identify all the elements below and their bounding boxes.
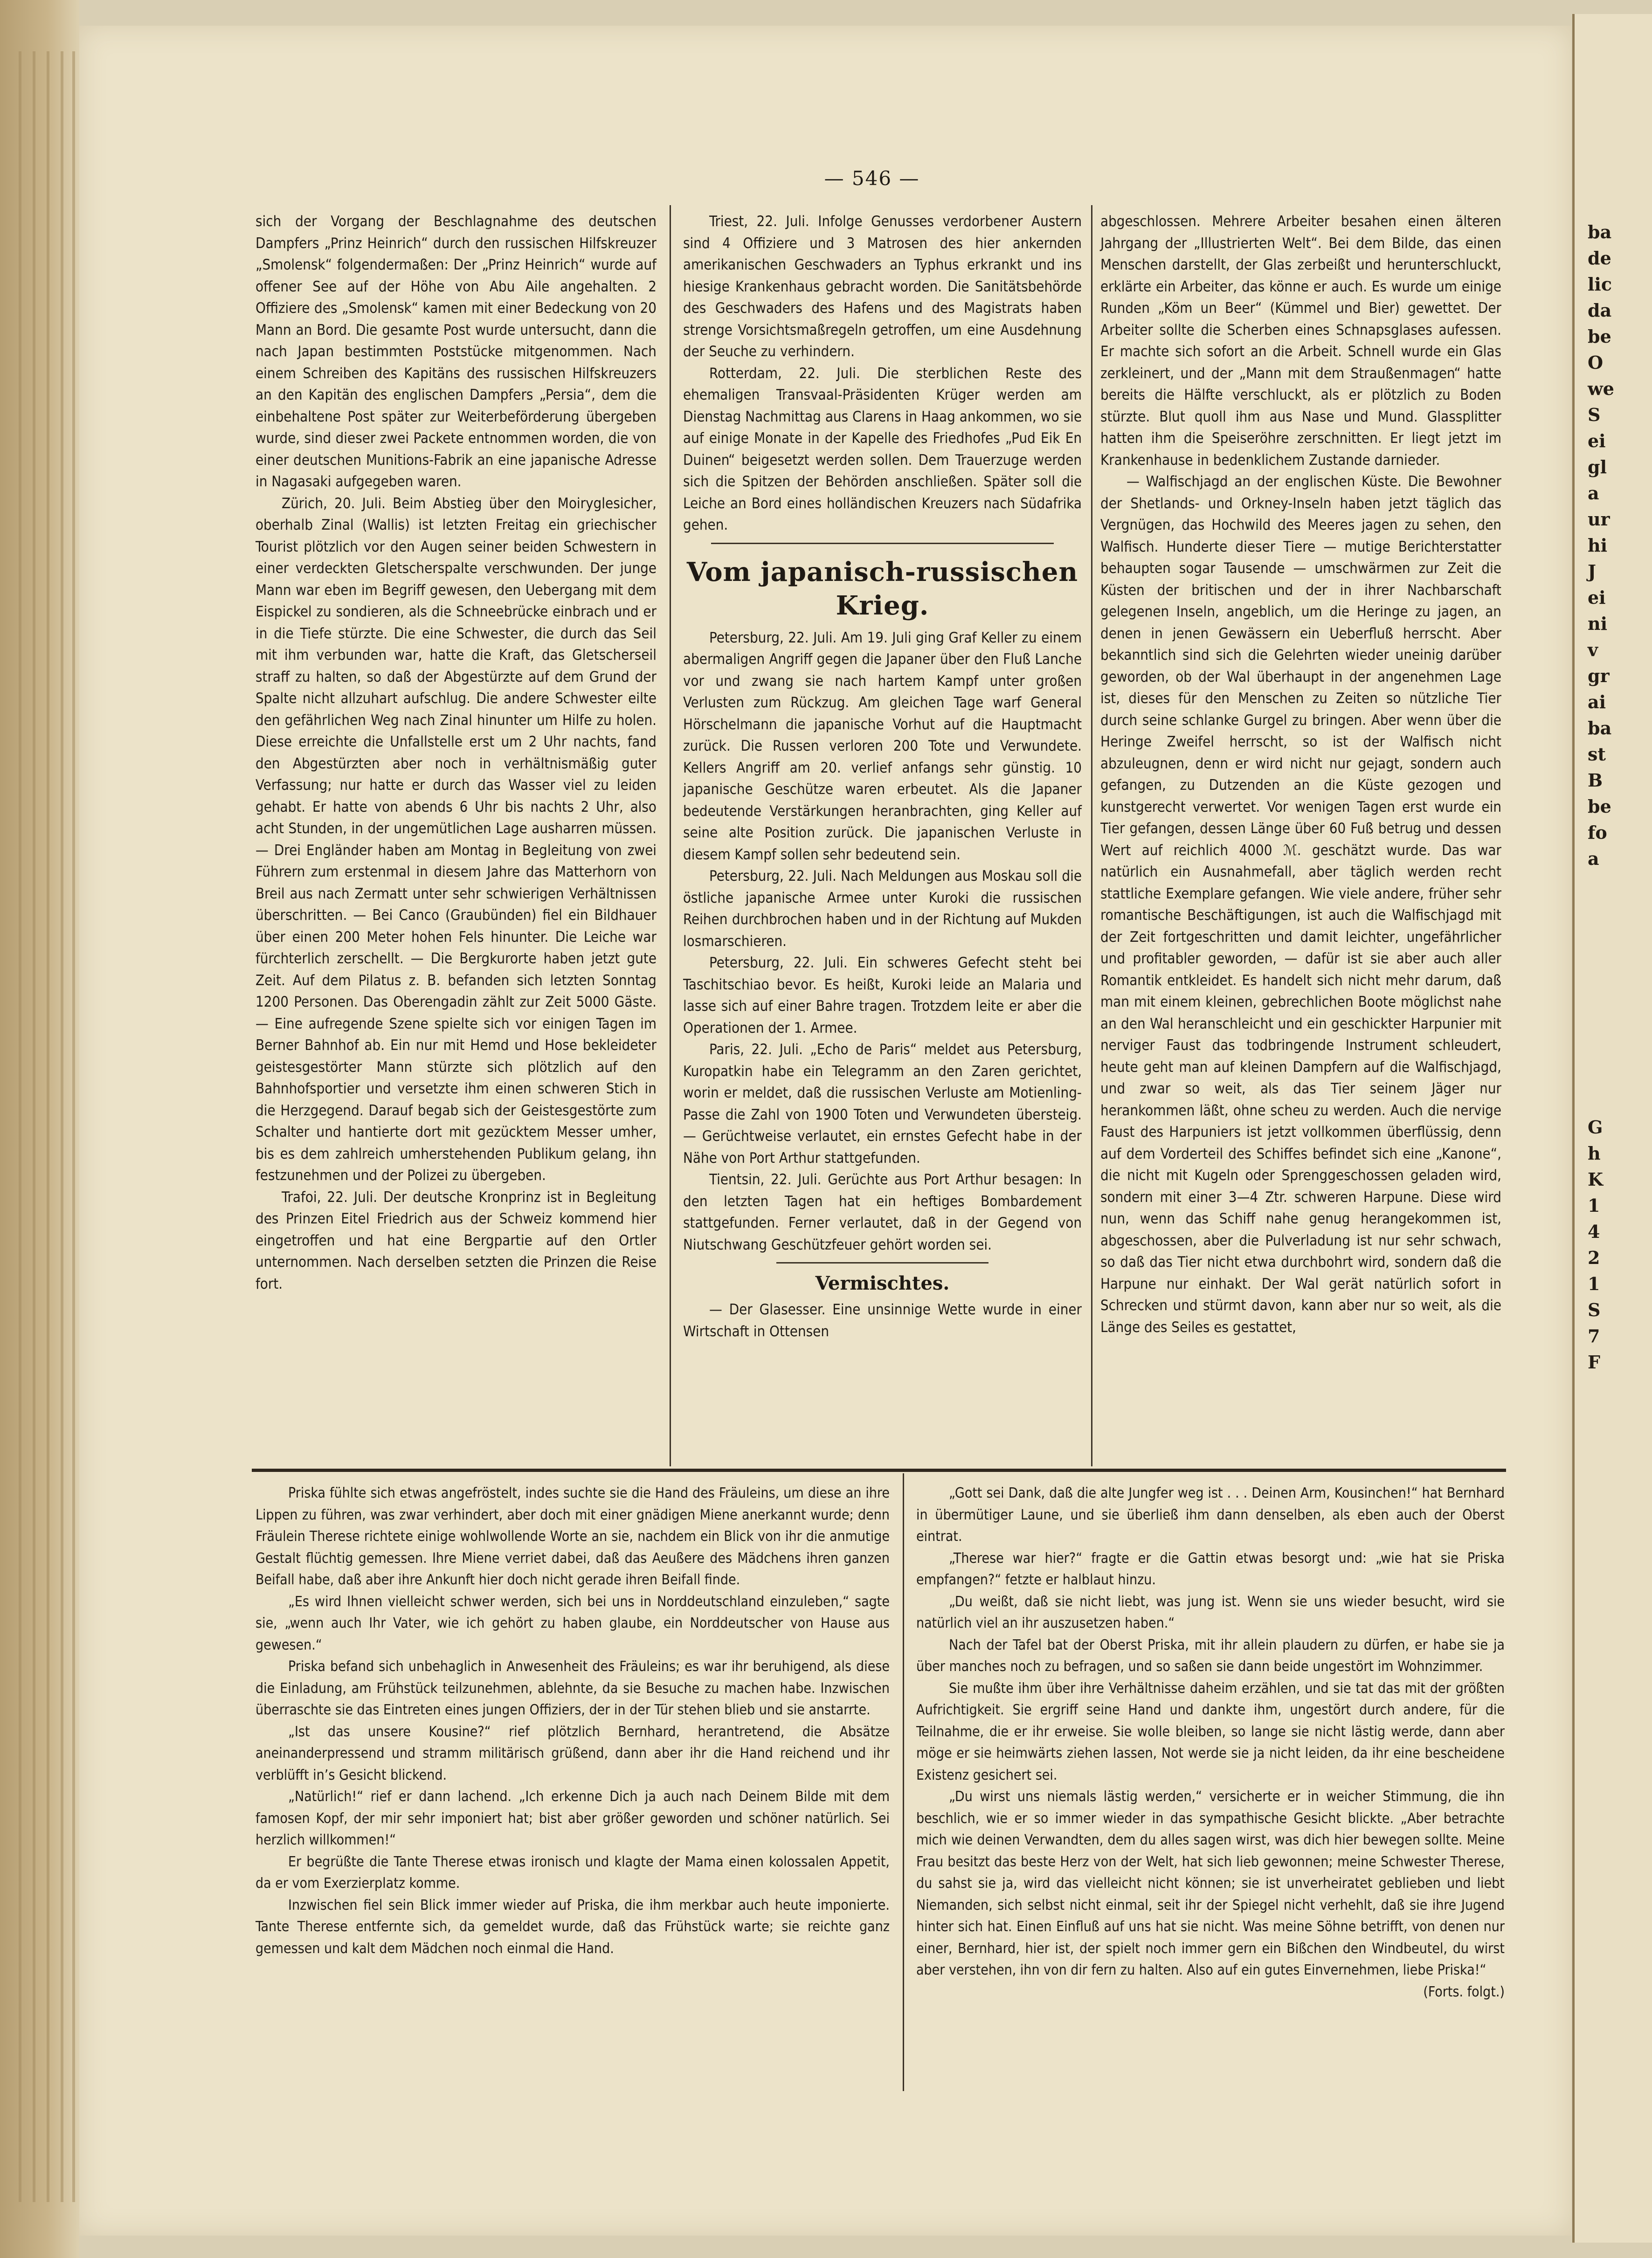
adjacent-page-text-fragment: h xyxy=(1588,1143,1601,1164)
adjacent-page-fragment xyxy=(1572,14,1652,2243)
adjacent-page-text-fragment: F xyxy=(1588,1352,1600,1373)
adjacent-page-text-fragment: G xyxy=(1588,1117,1603,1138)
adjacent-page-text-fragment: K xyxy=(1588,1169,1604,1190)
article-tientsin: Tientsin, 22. Juli. Gerüchte aus Port Arthur besagen: In den letzten Tagen hat ein heftiges Bombardement stattgefunden. Ferner verlautet, daß in der Gegend von Niutschwang Geschützfeuer gehört worden sei. xyxy=(683,1171,1082,1253)
adjacent-page-text-fragment: be xyxy=(1588,796,1611,817)
adjacent-page-text-fragment: ba xyxy=(1588,221,1612,242)
war-section-heading: Vom japanisch-russischen Krieg. xyxy=(686,556,1078,621)
adjacent-page-text-fragment: B xyxy=(1588,770,1603,791)
feuilleton-paragraph: Inzwischen fiel sein Blick immer wieder auf Priska, die ihm merkbar auch heute imponierte. Tante Therese entfernte sich, da gemeldet wurde, daß das Frühstück warte; sie reichte ganz gemessen und kalt dem Mädchen noch einmal die Hand. xyxy=(256,1897,890,1957)
adjacent-page-text-fragment: ei xyxy=(1588,430,1606,451)
feuilleton-column-rule xyxy=(903,1473,904,2091)
feuilleton-paragraph: „Natürlich!“ rief er dann lachend. „Ich erkenne Dich ja auch nach Deinem Bilde mit dem famosen Kopf, der mir sehr imponiert hat; bist aber größer geworden und schöner natürlich. Sei herzlich willkommen!“ xyxy=(256,1788,890,1848)
feuilleton-paragraph: Nach der Tafel bat der Oberst Priska, mit ihr allein plaudern zu dürfen, er habe sie ja über manches noch zu befragen, und so saßen sie dann beide ungestört im Wohnzimmer. xyxy=(916,1637,1505,1675)
article-trafoi: Trafoi, 22. Juli. Der deutsche Kronprinz ist in Begleitung des Prinzen Eitel Friedrich aus der Schweiz kommend hier eingetroffen und hat eine Bergpartie auf den Ortler unternommen. Nach derselben setzten die Prinzen die Reise fort. xyxy=(256,1188,657,1292)
feuilleton-paragraph: „Du wirst uns niemals lästig werden,“ versicherte er in weicher Stimmung, die ihn beschlich, wie er so immer wieder in das sympathische Gesicht blickte. „Aber betrachte mich wie deinen Verwandten, dem du alles sagen wirst, was dich hier bewegen sollte. Meine Frau besitzt das beste Herz von der Welt, hat sich lieb gewonnen; meine Schwester Therese, du sahst sie ja, wird das vielleicht nicht können; sie ist unverheiratet geblieben und liebt Niemanden, sich selbst nicht einmal, seit ihr der Spiegel nicht verhehlt, daß sie ihre Jugend hinter sich hat. Einen Einfluß auf uns hat sie nicht. Was meine Söhne betrifft, von denen nur einer, Bernhard, hier ist, der spielt noch immer gern ein Bißchen den Windbeutel, du wirst aber verstehen, ihn von dir fern zu halten. Also auf ein gutes Einvernehmen, liebe Priska!“ xyxy=(916,1788,1505,1978)
adjacent-page-text-fragment: S xyxy=(1588,1299,1601,1320)
adjacent-page-text-fragment: ai xyxy=(1588,691,1606,712)
article-triest: Triest, 22. Juli. Infolge Genusses verdorbener Austern sind 4 Offiziere und 3 Matrosen des hier ankernden amerikanischen Geschwaders an Typhus erkrankt und ins hiesige Krankenhaus gebracht worden. Die Sanitätsbehörde des Geschwaders des Hafens und des Magistrats haben strenge Vorsichtsmaßregeln getroffen, um eine Ausdehnung der Seuche zu verhindern. xyxy=(683,213,1082,360)
article-glasesser-cont: abgeschlossen. Mehrere Arbeiter besahen einen älteren Jahrgang der „Illustrierten Welt“. Bei dem Bilde, das einen Menschen darstellt, der Glas zerbeißt und herunterschluckt, erklärte ein Arbeiter, das könne er auch. Es wurde um einige Runden „Köm un Beer“ (Kümmel und Bier) gewettet. Der Arbeiter sollte die Scherben eines Schnapsglases aufessen. Er machte sich sofort an die Arbeit. Schnell wurde ein Glas zerkleinert, und der „Mann mit dem Straußenmagen“ hatte bereits die Hälfte verschluckt, als er plötzlich zu Boden stürzte. Blut quoll ihm aus Nase und Mund. Glassplitter hatten ihm die Speiseröhre zerschnitten. Er liegt jetzt im Krankenhause in bedenklichem Zustande darnieder. xyxy=(1100,213,1501,469)
adjacent-page-text-fragment: ur xyxy=(1588,509,1610,530)
feuilleton-paragraph: Priska fühlte sich etwas angefröstelt, indes suchte sie die Hand des Fräuleins, um diese an ihre Lippen zu führen, was zwar verhindert, aber doch mit einer gnädigen Miene anerkannt wurde; denn Fräulein Therese richtete einige wohlwollende Worte an sie, nachdem ein Blick von ihr die anmutige Gestalt flüchtig gemessen. Ihre Miene verriet dabei, daß das Aeußere des Mädchens ihren ganzen Beifall habe, daß aber ihre Ankunft hier doch nicht gerade ihren Beifall finde. xyxy=(256,1485,890,1588)
article-petersburg-3: Petersburg, 22. Juli. Ein schweres Gefecht steht bei Taschitschiao bevor. Es heißt, Kuroki leide an Malaria und lasse sich auf einer Bahre tragen. Trotzdem leite er aber die Operationen der 1. Armee. xyxy=(683,954,1082,1036)
column-rule-2 xyxy=(1091,205,1092,1466)
column-3 xyxy=(1100,211,1501,1338)
adjacent-page-text-fragment: O xyxy=(1588,352,1604,373)
adjacent-page-text-fragment: da xyxy=(1588,300,1612,321)
adjacent-page-text-fragment: ba xyxy=(1588,718,1612,739)
adjacent-page-text-fragment: lic xyxy=(1588,274,1612,295)
column-rule-1 xyxy=(670,205,671,1466)
feuilleton-paragraph: „Du weißt, daß sie nicht liebt, was jung ist. Wenn sie uns wieder besucht, wird sie natürlich viel an ihr auszusetzen haben.“ xyxy=(916,1593,1505,1631)
continuation-note: (Forts. folgt.) xyxy=(1423,1983,1505,2000)
feuilleton-right xyxy=(916,1483,1505,2003)
feuilleton-separator xyxy=(252,1469,1506,1472)
adjacent-page-text-fragment: de xyxy=(1588,248,1611,269)
adjacent-page-text-fragment: fo xyxy=(1588,822,1607,843)
adjacent-page-text-fragment: a xyxy=(1588,483,1599,504)
article-petersburg-1: Petersburg, 22. Juli. Am 19. Juli ging Graf Keller zu einem abermaligen Angriff gegen die Japaner über den Fluß Lanche vor und zwang sie nach hartem Kampf unter großen Verlusten zum Rückzug. Am gleichen Tage warf General Hörschelmann die japanische Vorhut auf die Hauptmacht zurück. Die Russen verloren 200 Tote und Verwundete. Kellers Angriff am 20. verlief anfangs sehr günstig. 10 japanische Geschütze waren erbeutet. Als die Japaner bedeutende Verstärkungen heranbrachten, ging Keller auf seine alte Position zurück. Die japanischen Verluste in diesem Kampf sollen sehr bedeutend sein. xyxy=(683,629,1082,863)
feuilleton-paragraph: Er begrüßte die Tante Therese etwas ironisch und klagte der Mama einen kolossalen Appetit, da er vom Exerzierplatz komme. xyxy=(256,1853,890,1892)
adjacent-page-text-fragment: 7 xyxy=(1588,1326,1600,1347)
adjacent-page-text-fragment: ni xyxy=(1588,613,1608,634)
feuilleton-left xyxy=(256,1483,890,1960)
article-zuerich: Zürich, 20. Juli. Beim Abstieg über den Moiryglesicher, oberhalb Zinal (Wallis) ist letzten Freitag ein griechischer Tourist plötzlich vor den Augen seiner beiden Schwestern in einer verdeckten Gletscherspalte verschwunden. Der junge Mann war eben im Begriff gewesen, den Uebergang mit dem Eispickel zu sondieren, als die Schneebrücke einbrach und er in die Tiefe stürzte. Die eine Schwester, die durch das Seil mit ihm verbunden war, hatte die Kraft, das Gletscherseil straff zu halten, so daß der Abgestürzte auf dem Grund der Spalte nicht allzuhart aufschlug. Die andere Schwester eilte den gefährlichen Weg nach Zinal hinunter um Hilfe zu holen. Diese erreichte die Unfallstelle erst um 2 Uhr nachts, fand den Abgestürzten aber noch in verhältnismäßig guter Verfassung; nur hatte er durch das Wasser viel zu leiden gehabt. Er hatte von abends 6 Uhr bis nachts 2 Uhr, also acht Stunden, in der ungemütlichen Lage ausharren müssen. — Drei Engländer haben am Montag in Begleitung von zwei Führern zum erstenmal in diesem Jahre das Matterhorn von Breil aus nach Zermatt unter sehr schwierigen Verhältnissen überschritten. — Bei Canco (Graubünden) fiel ein Bildhauer über einen 200 Meter hohen Fels hinunter. Die Leiche war fürchterlich zerschellt. — Die Bergkurorte haben jetzt gute Zeit. Auf dem Pilatus z. B. befanden sich letzten Sonntag 1200 Personen. Das Oberengadin zählt zur Zeit 5000 Gäste. — Eine aufregende Szene spielte sich vor einigen Tagen im Berner Bahnhof ab. Ein nur mit Hemd und Hose bekleideter geistesgestörter Mann stürzte sich plötzlich auf den Bahnhofsportier und versetzte ihm einen schweren Stich in die Herzgegend. Darauf begab sich der Geistesgestörte zum Schalter und hantierte dort mit gezücktem Messer umher, bis es dem zahlreich umherstehenden Publikum gelang, ihn festzunehmen und der Polizei zu übergeben. xyxy=(256,495,657,1184)
adjacent-page-text-fragment: gl xyxy=(1588,456,1607,477)
article-glasesser: — Der Glasesser. Eine unsinnige Wette wurde in einer Wirtschaft in Ottensen xyxy=(683,1301,1082,1340)
article-walfischjagd: — Walfischjagd an der englischen Küste. Die Bewohner der Shetlands- und Orkney-Inseln haben jetzt täglich das Vergnügen, das Hochwild des Meeres jagen zu sehen, den Walfisch. Hunderte dieser Tiere — mutige Berichterstatter behaupten sogar Tausende — umschwärmen zur Zeit die Küsten der britischen und der in ihrer Nachbarschaft gelegenen Inseln, angeblich, um die Heringe zu jagen, an denen in jenen Gewässern ein Ueberfluß herrscht. Aber bekanntlich sind sich die Gelehrten wieder uneinig darüber geworden, ob der Wal überhaupt in der angenehmen Lage ist, dieses für den Menschen zu Zeiten so nützliche Tier durch seine schlanke Gurgel zu bringen. Aber wenn über die Heringe Zweifel herrscht, so ist der Walfisch nicht abzuleugnen, denn er wird nicht nur gejagt, sondern auch gefangen, zu Dutzenden an die Küste gezogen und kunstgerecht verwertet. Vor wenigen Tagen erst wurde ein Tier gefangen, dessen Länge über 60 Fuß betrug und dessen Wert auf reichlich 4000 ℳ. geschätzt wurde. Das war natürlich ein Ausnahmefall, aber täglich werden recht stattliche Exemplare gefangen. Wie viele andere, früher sehr romantische Beschäftigungen, ist auch die Walfischjagd mit der Zeit fortgeschritten und damit leichter, ungefährlicher und profitabler geworden, — dafür ist sie aber auch aller Romantik entkleidet. Es handelt sich nicht mehr darum, daß man mit einem kleinen, gebrechlichen Boote möglichst nahe an den Wal heranschleicht und ein geschickter Harpunier mit nerviger Faust das todbringende Instrument schleudert, heute geht man auf kleinen Dampfern auf die Walfischjagd, und zwar so weit, als das Tier seinem Jäger nur herankommen läßt, ohne scheu zu werden. Auch die nervige Faust des Harpuniers ist jetzt vollkommen überflüssig, denn auf dem Vorderteil des Schiffes befindet sich eine „Kanone“, die nicht mit Kugeln oder Sprenggeschossen geladen wird, sondern mit einer 3—4 Ztr. schweren Harpune. Diese wird nun, wenn das Schiff nahe genug herangekommen ist, abgeschossen, aber die Pulverladung ist nur sehr schwach, so daß das Tier nicht etwa durchbohrt wird, sondern daß die Harpune nur einhakt. Der Wal gerät natürlich sofort in Schrecken und stürmt davon, kann aber nur so weit, als die Länge des Seiles es gestattet, xyxy=(1100,473,1501,1336)
adjacent-page-text-fragment: be xyxy=(1588,326,1611,347)
adjacent-page-text-fragment: gr xyxy=(1588,665,1610,686)
feuilleton-paragraph: Sie mußte ihm über ihre Verhältnisse daheim erzählen, und sie tat das mit der größten Aufrichtigkeit. Sie ergriff seine Hand und dankte ihm, ungestört durch andere, für die Teilnahme, die er ihr erweise. Sie wolle bleiben, so lange sie nicht lästig werde, dann aber möge er sie heimwärts ziehen lassen, Not werde sie ja nicht leiden, da ihr eine bescheidene Existenz gesichert sei. xyxy=(916,1680,1505,1783)
column-2 xyxy=(683,211,1082,1342)
feuilleton-paragraph: „Gott sei Dank, daß die alte Jungfer weg ist . . . Deinen Arm, Kousinchen!“ hat Bernhard in übermütiger Laune, und sie überließ ihm dann denselben, als eben auch der Oberst eintrat. xyxy=(916,1485,1505,1545)
adjacent-page-text-fragment: 4 xyxy=(1588,1221,1600,1242)
article-smolensk: sich der Vorgang der Beschlagnahme des deutschen Dampfers „Prinz Heinrich“ durch den russischen Hilfskreuzer „Smolensk“ folgendermaßen: Der „Prinz Heinrich“ wurde auf offener See auf der Höhe von Abu Aile angehalten. 2 Offiziere des „Smolensk“ kamen mit einer Bedeckung von 20 Mann an Bord. Die gesamte Post wurde untersucht, dann die nach Japan bestimmten Poststücke mitgenommen. Nach einem Schreiben des Kapitäns des russischen Hilfskreuzers an den Kapitän des englischen Dampfers „Persia“, dem die einbehaltene Post später zur Weiterbeförderung übergeben wurde, sind dieser zwei Packete entnommen worden, die von einer deutschen Munitions-Fabrik an eine japanische Adresse in Nagasaki aufgegeben waren. xyxy=(256,213,657,490)
adjacent-page-text-fragment: ei xyxy=(1588,587,1606,608)
column-1 xyxy=(256,211,657,1295)
section-divider xyxy=(776,1262,988,1265)
adjacent-page-text-fragment: S xyxy=(1588,404,1601,425)
misc-section-heading: Vermischtes. xyxy=(815,1272,950,1294)
adjacent-page-text-fragment: 1 xyxy=(1588,1273,1600,1294)
adjacent-page-text-fragment: hi xyxy=(1588,535,1608,556)
book-spine-edge xyxy=(0,0,79,2258)
article-paris: Paris, 22. Juli. „Echo de Paris“ meldet aus Petersburg, Kuropatkin habe ein Telegramm an den Zaren gerichtet, worin er meldet, daß die russischen Verluste am Motienling-Passe die Zahl von 1900 Toten und Verwundeten übersteig. — Gerüchtweise verlautet, ein ernstes Gefecht habe in der Nähe von Port Arthur stattgefunden. xyxy=(683,1041,1082,1167)
adjacent-page-text-fragment: 2 xyxy=(1588,1247,1600,1268)
page-number: — 546 — xyxy=(824,167,920,190)
section-divider xyxy=(711,543,1054,547)
feuilleton-paragraph: „Es wird Ihnen vielleicht schwer werden, sich bei uns in Norddeutschland einzuleben,“ sagte sie, „wenn auch Ihr Vater, wie ich gehört zu haben glaube, ein Norddeutscher von Hause aus gewesen.“ xyxy=(256,1593,890,1653)
adjacent-page-text-fragment: 1 xyxy=(1588,1195,1600,1216)
feuilleton-paragraph: Priska befand sich unbehaglich in Anwesenheit des Fräuleins; es war ihr beruhigend, als diese die Einladung, am Frühstück teilzunehmen, ablehnte, da sie Besuche zu machen habe. Inzwischen überraschte sie das Eintreten eines jungen Offiziers, der in der Tür stehen blieb und sie anstarrte. xyxy=(256,1658,890,1718)
adjacent-page-text-fragment: st xyxy=(1588,744,1606,765)
adjacent-page-text-fragment: we xyxy=(1588,378,1614,399)
adjacent-page-text-fragment: v xyxy=(1588,639,1598,660)
adjacent-page-text-fragment: a xyxy=(1588,848,1599,869)
feuilleton-paragraph: „Therese war hier?“ fragte er die Gattin etwas besorgt und: „wie hat sie Priska empfangen?“ fetzte er halblaut hinzu. xyxy=(916,1550,1505,1588)
article-rotterdam: Rotterdam, 22. Juli. Die sterblichen Reste des ehemaligen Transvaal-Präsidenten Krüger werden am Dienstag Nachmittag aus Clarens in Haag ankommen, wo sie auf einige Monate in der Kapelle des Friedhofes „Pud Eik En Duinen“ beigesetzt werden sollen. Dem Trauerzuge werden sich die Spitzen der Behörden anschließen. Später soll die Leiche an Bord eines holländischen Kreuzers nach Südafrika gehen. xyxy=(683,365,1082,533)
adjacent-page-text-fragment: J xyxy=(1588,561,1596,582)
feuilleton-paragraph: „Ist das unsere Kousine?“ rief plötzlich Bernhard, herantretend, die Absätze aneinanderpressend und stramm militärisch grüßend, dann aber ihr die Hand reichend und ihr verblüfft in’s Gesicht blickend. xyxy=(256,1723,890,1783)
article-petersburg-2: Petersburg, 22. Juli. Nach Meldungen aus Moskau soll die östliche japanische Armee unter Kuroki die russischen Reihen durchbrochen haben und in der Richtung auf Mukden losmarschieren. xyxy=(683,868,1082,950)
